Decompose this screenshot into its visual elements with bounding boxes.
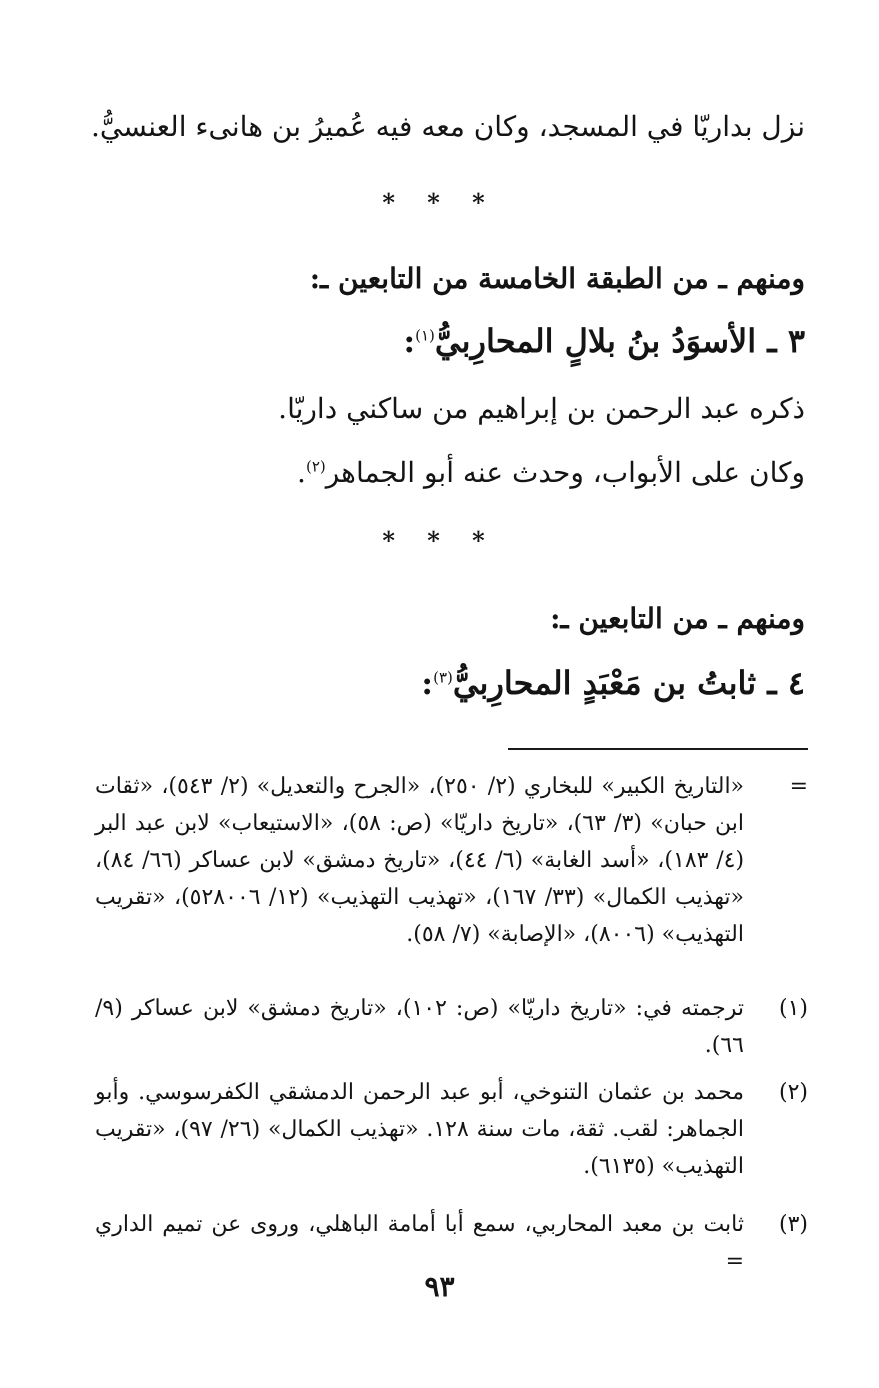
entry-3-name: ٣ ـ الأسوَدُ بنُ بلالٍ المحارِبيُّ: [434, 322, 805, 360]
footnote-text: محمد بن عثمان التنوخي، أبو عبد الرحمن الدمشقي الكفرسوسي. وأبو الجماهر: لقب. ثقة، مات سنة ١٢٨. «تهذيب الكمال» (٢٦/ ٩٧)، «تقريب التهذيب» (٦١٣٥).: [95, 1080, 745, 1179]
footnote-ref-1: (١): [415, 326, 435, 345]
intro-line: نزل بداريّا في المسجد، وكان معه فيه عُميرُ بن هانىء العنسيُّ.: [91, 110, 805, 143]
footnote-ref-2: (٢): [305, 457, 326, 476]
footnote-divider: [508, 748, 808, 750]
footnote-ref-3: (٣): [433, 668, 453, 687]
entry-3-line-2-text: وكان على الأبواب، وحدث عنه أبو الجماهر: [325, 456, 805, 489]
entry-3-colon: :: [403, 322, 416, 360]
entry-3-line-2-end: .: [297, 456, 306, 489]
footnote-1: [95, 990, 808, 1064]
section-heading-fifth-tabaqa: ومنهم ـ من الطبقة الخامسة من التابعين ـ:: [309, 262, 805, 295]
entry-3-title: [403, 322, 805, 360]
entry-4-colon: :: [421, 664, 434, 702]
separator-stars: * * *: [382, 188, 497, 217]
entry-3-line-2: [297, 456, 805, 489]
footnote-marker: =: [789, 774, 808, 799]
page-number: ٩٣: [424, 1270, 455, 1303]
separator-stars-2: * * *: [382, 526, 497, 555]
footnote-text: ثابت بن معبد المحاربي، سمع أبا أمامة الباهلي، وروى عن تميم الداري =: [95, 1212, 744, 1274]
footnote-2: [95, 1074, 808, 1185]
section-heading-tabieen: ومنهم ـ من التابعين ـ:: [550, 602, 805, 635]
footnote-3: [95, 1206, 808, 1280]
entry-3-line-1: ذكره عبد الرحمن بن إبراهيم من ساكني داريّا.: [278, 392, 805, 425]
entry-4-title: [421, 664, 805, 702]
footnote-marker: (٣): [778, 1212, 808, 1237]
footnote-text: «التاريخ الكبير» للبخاري (٢/ ٢٥٠)، «الجرح والتعديل» (٢/ ٥٤٣)، «ثقات ابن حبان» (٣/ ٦٣)، «تاريخ داريّا» (ص: ٥٨)، «الاستيعاب» لابن عبد البر (٤/ ١٨٣)، «أسد الغابة» (٦/ ٤٤)، «تاريخ دمشق» لابن عساكر (٦٦/ ٨٤)، «تهذيب الكمال» (٣٣/ ١٦٧)، «تهذيب التهذيب» (١٢/ ٥٢٨٠٠٦)، «تقريب التهذيب» (٨٠٠٦)، «الإصابة» (٧/ ٥٨).: [95, 774, 745, 947]
footnote-text: ترجمته في: «تاريخ داريّا» (ص: ١٠٢)، «تاريخ دمشق» لابن عساكر (٩/ ٦٦).: [95, 996, 744, 1058]
footnote-marker: (٢): [778, 1080, 808, 1105]
entry-4-name: ٤ ـ ثابتُ بن مَعْبَدٍ المحارِبيُّ: [452, 664, 805, 702]
footnote-marker: (١): [778, 996, 808, 1021]
footnote-continuation: [95, 768, 808, 953]
